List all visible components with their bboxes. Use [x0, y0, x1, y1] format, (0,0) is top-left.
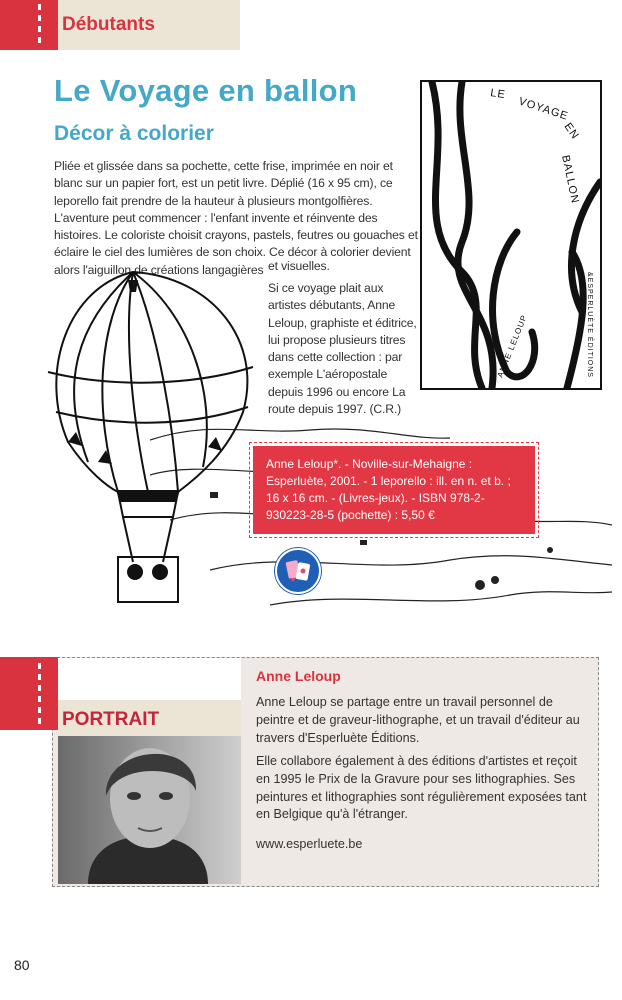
author-bio-paragraph: Elle collabore également à des éditions d'artistes et reçoit en 1995 le Prix de la Gravure pour ses lithographies. Ses peintures et lithographies sont régulièrement exposées tant en Belgique qu'à l'étranger.: [256, 754, 587, 822]
publisher-website-link[interactable]: www.esperluete.be: [256, 837, 363, 851]
frieze-title-word: VOYAGE: [517, 95, 570, 123]
frieze-drawing: [422, 82, 600, 388]
dashed-divider: [38, 663, 41, 725]
author-name: Anne Leloup: [256, 668, 341, 684]
author-bio-paragraph: Anne Leloup se partage entre un travail personnel de peintre et de graveur-lithographe, et un travail d'éditeur au travers d'Esperluète Éditions.: [256, 695, 580, 745]
game-cards-icon: [275, 548, 321, 594]
dashed-divider: [38, 4, 41, 48]
frieze-title-word: BALLON: [559, 154, 582, 205]
hot-air-balloon-illustration: [38, 262, 268, 607]
side-paragraph: Si ce voyage plait aux artistes débutants, Anne Leloup, graphiste et éditrice, lui propose plusieurs titres dans cette collection : par exemple L'aéropostale depuis 1996 ou encore La route depuis 1997. (C.R.): [268, 281, 417, 417]
frieze-title-word: EN: [561, 120, 582, 142]
frieze-title-word: LE: [489, 87, 507, 102]
portrait-label: PORTRAIT: [62, 709, 160, 730]
page-number: 80: [14, 957, 30, 973]
bibliographic-reference: Anne Leloup*. - Noville-sur-Mehaigne : Esperluète, 2001. - 1 leporello : ill. en n. et b. ; 16 x 16 cm. - (Livres-jeux). - ISBN 978-2-930223-28-5 (pochette) : 5,50 €: [266, 457, 511, 522]
portrait-panel-corner: [53, 658, 241, 700]
book-subtitle: Décor à colorier: [54, 122, 214, 145]
frieze-author: ANNE LELOUP: [495, 313, 529, 379]
portrait-color-block: [0, 657, 58, 730]
frieze-publisher: &ESPERLUÈTE ÉDITIONS: [586, 272, 593, 378]
book-title: Le Voyage en ballon: [54, 73, 358, 108]
category-label: Débutants: [62, 14, 155, 35]
intro-paragraph: Pliée et glissée dans sa pochette, cette frise, imprimée en noir et blanc sur un papier fort, est un petit livre. Déplié (16 x 95 cm), ce leporello fait prendre de la hauteur à plusieurs montgolfières. L'aventure peut commencer : l'enfant invente et réinvente des histoires. Le coloriste choisit crayons, pastels, feutres ou gouaches et éclaire le ciel des lumières de son choix. Ce décor à colorier devient alors l'aiguillon de créations langagières: [54, 159, 418, 277]
category-color-block: [0, 0, 58, 50]
intro-paragraph-end: et visuelles.: [268, 259, 330, 273]
frieze-cover-illustration: [420, 80, 602, 390]
author-photo: [58, 736, 241, 884]
